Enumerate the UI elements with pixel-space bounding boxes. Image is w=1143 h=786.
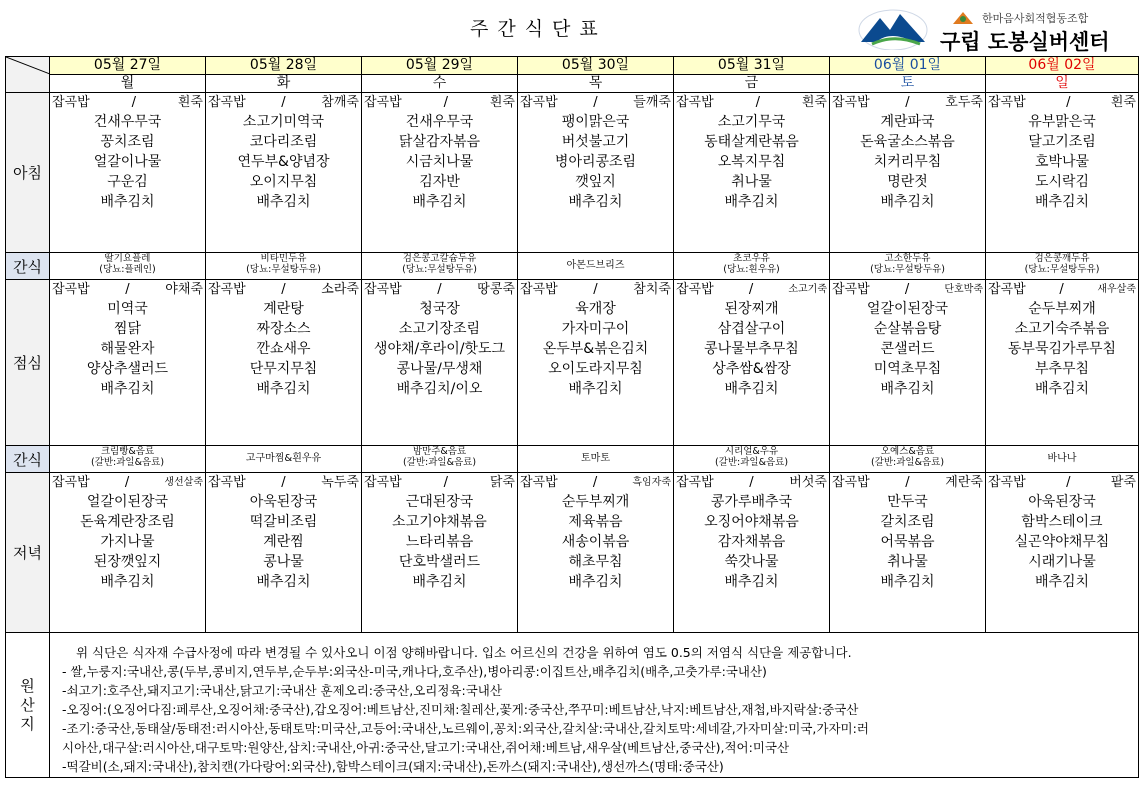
slash-separator: / (748, 282, 754, 297)
dish-item: 연두부&양념장 (237, 154, 330, 170)
dish-item: 소고기미역국 (242, 114, 325, 130)
dish-item: 갈치조림 (880, 514, 935, 530)
breakfast-label: 아침 (6, 93, 50, 253)
dish-item: 청국장 (419, 301, 460, 317)
snack-line: 고소한두유 (884, 253, 931, 264)
snack-line: 고구마찜&흰우유 (245, 453, 322, 464)
dish-item: 부추무침 (1034, 361, 1090, 377)
dish-item: 유부맑은국 (1028, 114, 1096, 130)
dish-item: 육개장 (575, 301, 616, 317)
dish-item: 소고기무국 (717, 114, 786, 130)
dish-item: 느타리볶음 (405, 534, 474, 550)
dish-item: 양상추샐러드 (86, 361, 169, 377)
dish-item: 배추김치 (1034, 194, 1090, 210)
snack-line: (당뇨:플레인) (99, 264, 156, 275)
snack-line: 바나나 (1047, 453, 1077, 464)
dish-item: 배추김치 (256, 194, 311, 210)
slash-separator: / (281, 475, 286, 490)
dish-item: 배추김치 (568, 194, 623, 210)
date-cell: 05월 27일 (50, 57, 206, 75)
dish-item: 삼겹살구이 (717, 321, 786, 337)
dish-item: 배추김치 (724, 194, 779, 210)
dish-item: 배추김치 (724, 574, 779, 590)
slash-separator: / (755, 95, 760, 110)
rice-label: 잡곡밥 (988, 95, 1026, 110)
dish-item: 구운김 (107, 174, 148, 190)
rice-porridge-line (50, 93, 205, 112)
rice-porridge-line (518, 473, 673, 492)
dish-item: 배추김치 (256, 574, 311, 590)
afternoon-snack-row (6, 446, 1139, 473)
dish-item: 취나물 (731, 174, 772, 190)
slash-separator: / (125, 282, 130, 297)
porridge-label: 호두죽 (945, 95, 983, 110)
snack-line: (당뇨:무설탕두유) (870, 264, 945, 275)
rice-label: 잡곡밥 (520, 95, 558, 110)
dish-item: 코다리조림 (249, 134, 318, 150)
rice-label: 잡곡밥 (208, 95, 246, 110)
porridge-label: 새우살죽 (1097, 284, 1136, 295)
dish-item: 가지나물 (100, 534, 155, 550)
slash-separator: / (593, 95, 598, 110)
weekday-header-row (6, 75, 1139, 93)
rice-label: 잡곡밥 (520, 475, 558, 490)
breakfast-cell (50, 93, 206, 253)
dish-item: 새송이볶음 (561, 534, 630, 550)
dish-item: 배추김치 (256, 381, 311, 397)
porridge-label: 소라죽 (321, 282, 359, 297)
weekday-cell: 목 (518, 75, 674, 93)
dish-item: 닭살감자볶음 (398, 134, 481, 150)
dish-item: 돈육계란장조림 (80, 514, 175, 530)
afternoon-snack-cell (674, 446, 830, 473)
rice-label: 잡곡밥 (676, 95, 714, 110)
porridge-label: 버섯죽 (789, 475, 827, 490)
origin-note-line: -오징어:(오징어다짐:페루산,오징어채:중국산),갑오징어:베트남산,진미채:칠레산,꽃게:중국산,쭈꾸미:베트남산,낙지:베트남산,재첩,바지락살:중국산 (62, 702, 859, 717)
rice-label: 잡곡밥 (832, 95, 870, 110)
rice-porridge-line (986, 473, 1138, 492)
rice-porridge-line (206, 280, 361, 299)
dish-item: 소고기야채볶음 (392, 514, 487, 530)
rice-porridge-line (362, 93, 517, 112)
dinner-row (6, 473, 1139, 633)
origin-label-char: 지 (20, 714, 35, 733)
dish-item: 배추김치 (412, 574, 467, 590)
breakfast-cell (518, 93, 674, 253)
dish-item: 얼갈이된장국 (866, 301, 949, 317)
dish-item: 병아리콩조림 (554, 154, 637, 170)
origin-row (6, 633, 1139, 778)
dish-item: 배추김치 (880, 194, 935, 210)
dish-item: 도시락김 (1034, 174, 1090, 190)
rice-label: 잡곡밥 (364, 282, 402, 297)
weekday-cell: 금 (674, 75, 830, 93)
rice-label: 잡곡밥 (364, 475, 402, 490)
rice-porridge-line (206, 93, 361, 112)
dish-item: 김자반 (419, 174, 460, 190)
morning-snack-cell (830, 253, 986, 280)
origin-label-char: 원 (20, 676, 35, 695)
dish-item: 가자미구이 (561, 321, 630, 337)
weekday-cell: 일 (986, 75, 1139, 93)
dish-item: 아욱된장국 (249, 494, 318, 510)
dish-item: 제육볶음 (568, 514, 623, 530)
dish-item: 배추김치 (1034, 574, 1090, 590)
rice-label: 잡곡밥 (52, 282, 90, 297)
dish-item: 순살볶음탕 (873, 321, 942, 337)
porridge-label: 참치죽 (633, 282, 671, 297)
dinner-cell (50, 473, 206, 633)
dish-item: 실곤약야채무침 (1014, 534, 1110, 550)
rice-porridge-line (674, 473, 829, 492)
slash-separator: / (124, 475, 130, 490)
snack-line: (당뇨:흰우유) (723, 264, 780, 275)
dish-item: 명란젓 (887, 174, 928, 190)
dish-item: 쑥갓나물 (724, 554, 779, 570)
snack-line: 크림빵&음료 (100, 446, 155, 457)
dish-item: 치커리무침 (873, 154, 942, 170)
dish-item: 시금치나물 (405, 154, 474, 170)
dish-item: 순두부찌개 (1028, 301, 1096, 317)
snack-line: 비타민두유 (260, 253, 307, 264)
dish-item: 배추김치 (100, 574, 155, 590)
snack-line: (당뇨:무설탕두유) (402, 264, 477, 275)
logo-org-name: 한마음사회적협동조합 (982, 12, 1089, 25)
breakfast-row (6, 93, 1139, 253)
dish-item: 콩나물부추무침 (704, 341, 799, 357)
slash-separator: / (905, 95, 910, 110)
dish-item: 콩나물/무생채 (396, 361, 483, 377)
rice-label: 잡곡밥 (988, 475, 1026, 490)
porridge-label: 야채죽 (165, 282, 203, 297)
dish-item: 해물완자 (100, 341, 155, 357)
porridge-label: 단호박죽 (944, 284, 983, 295)
rice-porridge-line (674, 93, 829, 112)
breakfast-cell (362, 93, 518, 253)
porridge-label: 흰죽 (177, 95, 203, 110)
diagonal-line (6, 57, 50, 93)
dish-item: 돈육굴소스볶음 (860, 134, 955, 150)
slash-separator: / (131, 95, 136, 110)
dish-item: 아욱된장국 (1028, 494, 1096, 510)
rice-porridge-line (986, 93, 1138, 112)
morning-snack-cell (518, 253, 674, 280)
dish-item: 얼갈이된장국 (86, 494, 169, 510)
logo-center-name: 구립 도봉실버센터 (940, 30, 1110, 54)
weekday-cell: 화 (206, 75, 362, 93)
dish-item: 찜닭 (113, 321, 142, 337)
slash-separator: / (281, 282, 286, 297)
porridge-label: 소고기죽 (788, 284, 827, 295)
snack-line: (갈반:과일&음료) (90, 457, 165, 468)
snack-line: (갈반:과일&음료) (402, 457, 477, 468)
origin-note-line: 위 식단은 식자재 수급사정에 따라 변경될 수 있사오니 이점 양해바랍니다. 입소 어르신의 건강을 위하여 염도 0.5의 저염식 식단을 제공합니다. (76, 645, 852, 660)
rice-porridge-line (830, 473, 985, 492)
rice-label: 잡곡밥 (676, 282, 714, 297)
dish-item: 함박스테이크 (1021, 514, 1103, 530)
dish-item: 근대된장국 (405, 494, 474, 510)
rice-porridge-line (362, 473, 517, 492)
porridge-label: 땅콩죽 (477, 282, 515, 297)
dish-item: 오징어야채볶음 (704, 514, 799, 530)
date-cell: 06월 01일 (830, 57, 986, 75)
rice-label: 잡곡밥 (208, 475, 246, 490)
dish-item: 소고기숙주볶음 (1014, 321, 1110, 337)
porridge-label: 계란죽 (945, 475, 983, 490)
dish-item: 오이도라지무침 (548, 361, 643, 377)
rice-porridge-line (50, 280, 205, 299)
corner-cell (6, 57, 50, 93)
rice-label: 잡곡밥 (676, 475, 714, 490)
weekday-cell: 토 (830, 75, 986, 93)
cooperative-emblem-icon (952, 11, 974, 25)
dish-item: 계란탕 (263, 301, 304, 317)
dinner-cell (986, 473, 1139, 633)
dish-item: 상추쌈&쌈장 (712, 361, 791, 377)
rice-label: 잡곡밥 (364, 95, 402, 110)
snack-line: 토마토 (581, 453, 610, 464)
breakfast-cell (206, 93, 362, 253)
slash-separator: / (749, 475, 754, 490)
rice-porridge-line (50, 473, 205, 492)
afternoon-snack-cell (362, 446, 518, 473)
dish-item: 배추김치 (100, 194, 155, 210)
dish-item: 얼갈이나물 (93, 154, 162, 170)
dish-item: 건새우무국 (93, 114, 162, 130)
rice-label: 잡곡밥 (208, 282, 246, 297)
afternoon-snack-label: 간식 (6, 446, 50, 473)
dish-item: 떡갈비조림 (249, 514, 318, 530)
dish-item: 달고기조림 (1028, 134, 1096, 150)
porridge-label: 흰죽 (1110, 95, 1136, 110)
morning-snack-label: 간식 (6, 253, 50, 280)
rice-porridge-line (986, 280, 1138, 299)
dish-item: 배추김치/이오 (396, 381, 483, 397)
dinner-label: 저녁 (6, 473, 50, 633)
date-cell: 05월 29일 (362, 57, 518, 75)
morning-snack-cell (50, 253, 206, 280)
lunch-cell (518, 280, 674, 446)
dish-item: 건새우무국 (405, 114, 474, 130)
snack-line: 초코우유 (733, 253, 770, 264)
porridge-label: 흑임자죽 (632, 477, 671, 488)
snack-line: 아몬드브리즈 (566, 260, 625, 271)
porridge-label: 녹두죽 (321, 475, 359, 490)
dish-item: 동태살계란볶음 (704, 134, 799, 150)
porridge-label: 팥죽 (1110, 475, 1136, 490)
dish-item: 콩가루배추국 (710, 494, 793, 510)
morning-snack-cell (362, 253, 518, 280)
breakfast-cell (674, 93, 830, 253)
rice-label: 잡곡밥 (988, 282, 1026, 297)
dish-item: 온두부&볶은김치 (542, 341, 649, 357)
dish-item: 생야채/후라이/핫도그 (373, 341, 506, 357)
page-title: 주간식단표 (470, 18, 607, 40)
lunch-cell (830, 280, 986, 446)
rice-porridge-line (830, 93, 985, 112)
dish-item: 배추김치 (568, 381, 623, 397)
dish-item: 꽁치조림 (100, 134, 155, 150)
rice-porridge-line (830, 280, 985, 299)
snack-line: (당뇨:무설탕두유) (246, 264, 321, 275)
slash-separator: / (1066, 475, 1071, 490)
snack-line: 밤만주&음료 (412, 446, 467, 457)
dish-item: 된장깻잎지 (93, 554, 162, 570)
breakfast-cell (830, 93, 986, 253)
rice-porridge-line (518, 93, 673, 112)
lunch-cell (206, 280, 362, 446)
lunch-cell (986, 280, 1139, 446)
dish-item: 짜장소스 (256, 321, 311, 337)
dish-item: 감자채볶음 (717, 534, 786, 550)
date-cell: 06월 02일 (986, 57, 1139, 75)
origin-note-line: -떡갈비(소,돼지:국내산),참치캔(가다랑어:외국산),함박스테이크(돼지:국내산),돈까스(돼지:국내산),생선까스(명태:중국산) (62, 759, 724, 774)
dish-item: 배추김치 (1034, 381, 1090, 397)
rice-label: 잡곡밥 (832, 475, 870, 490)
weekly-menu-table (5, 56, 1139, 778)
snack-line: (갈반:과일&음료) (870, 457, 945, 468)
porridge-label: 생선살죽 (164, 477, 203, 488)
rice-porridge-line (206, 473, 361, 492)
dinner-cell (674, 473, 830, 633)
origin-notes (50, 633, 1139, 778)
slash-separator: / (281, 95, 286, 110)
dish-item: 취나물 (887, 554, 928, 570)
dish-item: 콘샐러드 (880, 341, 935, 357)
rice-label: 잡곡밥 (832, 282, 870, 297)
snack-line: (당뇨:무설탕두유) (1024, 264, 1100, 275)
dish-item: 배추김치 (880, 574, 935, 590)
rice-porridge-line (362, 280, 517, 299)
date-cell: 05월 28일 (206, 57, 362, 75)
origin-note-line: -쇠고기:호주산,돼지고기:국내산,닭고기:국내산 훈제오리:중국산,오리정육:국내산 (62, 683, 502, 698)
porridge-label: 들깨죽 (633, 95, 671, 110)
snack-line: 검은콩고칼슘두유 (402, 253, 477, 264)
date-cell: 05월 31일 (674, 57, 830, 75)
weekday-cell: 수 (362, 75, 518, 93)
dish-item: 깐쇼새우 (256, 341, 311, 357)
lunch-cell (50, 280, 206, 446)
dinner-cell (518, 473, 674, 633)
slash-separator: / (592, 475, 598, 490)
afternoon-snack-cell (986, 446, 1139, 473)
origin-note-line: 시아산,대구살:러시아산,대구토막:원양산,삼치:국내산,아귀:중국산,달고기:국내산,쥐어채:베트남,새우살(베트남산,중국산),적어:미국산 (62, 740, 790, 755)
morning-snack-cell (674, 253, 830, 280)
snack-line: 오예스&음료 (880, 446, 935, 457)
dish-item: 오복지무침 (717, 154, 786, 170)
lunch-cell (674, 280, 830, 446)
lunch-row (6, 280, 1139, 446)
mountain-logo-icon (858, 6, 928, 50)
dish-item: 오이지무침 (249, 174, 318, 190)
dish-item: 버섯불고기 (561, 134, 630, 150)
dish-item: 배추김치 (100, 381, 155, 397)
dish-item: 된장찌개 (724, 301, 779, 317)
dish-item: 어묵볶음 (880, 534, 935, 550)
weekday-cell: 월 (50, 75, 206, 93)
dish-item: 미역국 (107, 301, 148, 317)
breakfast-cell (986, 93, 1139, 253)
lunch-label: 점심 (6, 280, 50, 446)
afternoon-snack-cell (518, 446, 674, 473)
dish-item: 배추김치 (880, 381, 935, 397)
date-cell: 05월 30일 (518, 57, 674, 75)
afternoon-snack-cell (50, 446, 206, 473)
morning-snack-cell (986, 253, 1139, 280)
slash-separator: / (443, 475, 448, 490)
dish-item: 동부묵김가루무침 (1007, 341, 1117, 357)
afternoon-snack-cell (206, 446, 362, 473)
dish-item: 해초무침 (568, 554, 623, 570)
slash-separator: / (1066, 95, 1071, 110)
morning-snack-cell (206, 253, 362, 280)
date-header-row (6, 57, 1139, 75)
dish-item: 순두부찌개 (561, 494, 630, 510)
porridge-label: 흰죽 (489, 95, 515, 110)
origin-note-line: -조기:중국산,동태살/동태전:러시아산,동태토막:미국산,고등어:국내산,노르웨이,꽁치:외국산,갈치살:국내산,갈치토막:세네갈,가자미살:미국,가자미:러 (62, 721, 869, 736)
rice-label: 잡곡밥 (52, 475, 90, 490)
dish-item: 콩나물 (263, 554, 304, 570)
lunch-cell (362, 280, 518, 446)
dinner-cell (362, 473, 518, 633)
slash-separator: / (443, 95, 448, 110)
origin-label-char: 산 (20, 695, 35, 714)
slash-separator: / (905, 475, 910, 490)
snack-line: 검은콩깨두유 (1034, 253, 1090, 264)
slash-separator: / (1059, 282, 1064, 297)
porridge-label: 참깨죽 (321, 95, 359, 110)
dish-item: 시래기나물 (1028, 554, 1096, 570)
rice-label: 잡곡밥 (520, 282, 558, 297)
dinner-cell (830, 473, 986, 633)
porridge-label: 닭죽 (489, 475, 515, 490)
dish-item: 만두국 (887, 494, 928, 510)
porridge-label: 흰죽 (801, 95, 827, 110)
morning-snack-row (6, 253, 1139, 280)
dish-item: 호박나물 (1034, 154, 1090, 170)
snack-line: 딸기요플레 (104, 253, 151, 264)
rice-porridge-line (518, 280, 673, 299)
rice-label: 잡곡밥 (52, 95, 90, 110)
dish-item: 미역초무침 (873, 361, 942, 377)
dish-item: 팽이맑은국 (561, 114, 630, 130)
snack-line: 시리얼&우유 (724, 446, 779, 457)
dish-item: 계란파국 (880, 114, 935, 130)
slash-separator: / (904, 282, 910, 297)
dinner-cell (206, 473, 362, 633)
dish-item: 배추김치 (568, 574, 623, 590)
dish-item: 계란찜 (263, 534, 304, 550)
dish-item: 단호박샐러드 (398, 554, 481, 570)
dish-item: 배추김치 (412, 194, 467, 210)
slash-separator: / (593, 282, 598, 297)
rice-porridge-line (674, 280, 829, 299)
dish-item: 배추김치 (724, 381, 779, 397)
slash-separator: / (437, 282, 442, 297)
afternoon-snack-cell (830, 446, 986, 473)
dish-item: 소고기장조림 (398, 321, 481, 337)
dish-item: 깻잎지 (575, 174, 616, 190)
origin-label (6, 633, 50, 778)
dish-item: 단무지무침 (249, 361, 318, 377)
snack-line: (갈반:과일&음료) (714, 457, 789, 468)
origin-note-line: - 쌀,누룽지:국내산,콩(두부,콩비지,연두부,순두부:외국산-미국,캐나다,호주산),병아리콩:이집트산,배추김치(배추,고춧가루:국내산) (62, 664, 767, 679)
